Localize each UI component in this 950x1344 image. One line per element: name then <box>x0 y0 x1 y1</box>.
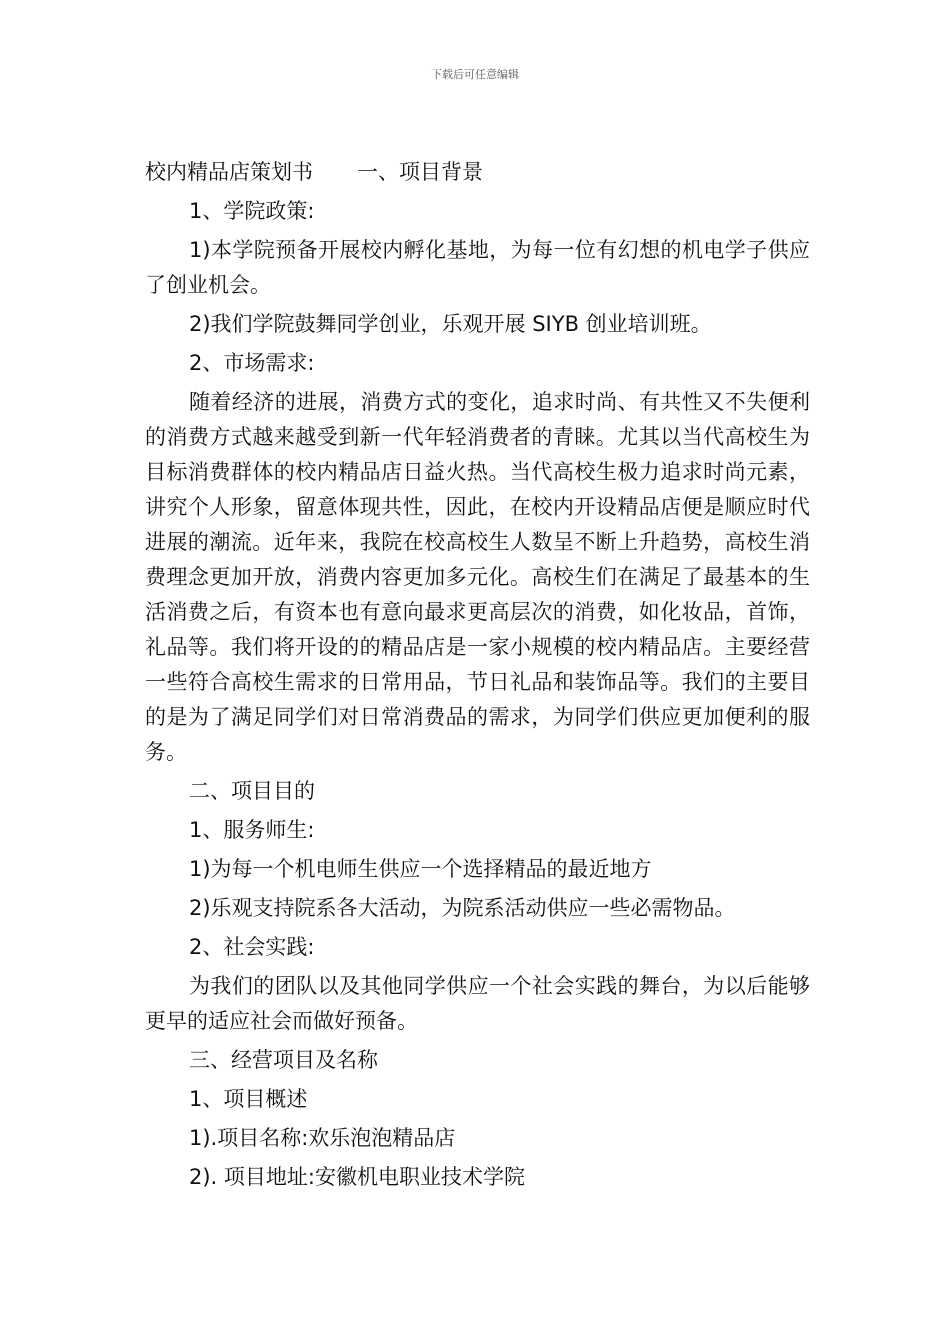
subheading: 1、项目概述 <box>189 1087 308 1111</box>
subheading: 1、服务师生: <box>189 818 315 842</box>
paragraph: 1)为每一个机电师生供应一个选择精品的最近地方 <box>189 857 652 881</box>
subheading: 2、社会实践: <box>189 935 315 959</box>
document-title: 校内精品店策划书 <box>145 160 313 184</box>
section-heading: 三、经营项目及名称 <box>189 1048 378 1072</box>
paragraph: 2)我们学院鼓舞同学创业，乐观开展 SIYB 创业培训班。 <box>189 312 712 336</box>
paragraph: 为我们的团队以及其他同学供应一个社会实践的舞台，为以后能够更早的适应社会而做好预备。 <box>145 974 810 1033</box>
document-body <box>145 155 810 1195</box>
section-heading: 二、项目目的 <box>189 779 315 803</box>
paragraph: 2)乐观支持院系各大活动，为院系活动供应一些必需物品。 <box>189 896 736 920</box>
subheading: 2、市场需求: <box>189 351 315 375</box>
section-heading: 一、项目背景 <box>357 160 483 184</box>
paragraph: 1)本学院预备开展校内孵化基地，为每一位有幻想的机电学子供应了创业机会。 <box>145 238 810 297</box>
paragraph: 2). 项目地址:安徽机电职业技术学院 <box>189 1165 525 1189</box>
title-line <box>145 155 810 190</box>
paragraph: 随着经济的进展，消费方式的变化，追求时尚、有共性又不失便利的消费方式越来越受到新一代年轻消费者的青睐。尤其以当代高校生为目标消费群体的校内精品店日益火热。当代高校生极力追求时尚元素，讲究个人形象，留意体现共性，因此，在校内开设精品店便是顺应时代进展的潮流。近年来，我院在校高校生人数呈不断上升趋势，高校生消费理念更加开放，消费内容更加多元化。高校生们在满足了最基本的生活消费之后，有资本也有意向最求更高层次的消费，如化妆品，首饰，礼品等。我们将开设的的精品店是一家小规模的校内精品店。主要经营一些符合高校生需求的日常用品，节日礼品和装饰品等。我们的主要目的是为了满足同学们对日常消费品的需求，为同学们供应更加便利的服务。 <box>145 390 810 764</box>
paragraph: 1).项目名称:欢乐泡泡精品店 <box>189 1126 456 1150</box>
page-header: 下载后可任意编辑 <box>431 68 519 81</box>
subheading: 1、学院政策: <box>189 199 315 223</box>
